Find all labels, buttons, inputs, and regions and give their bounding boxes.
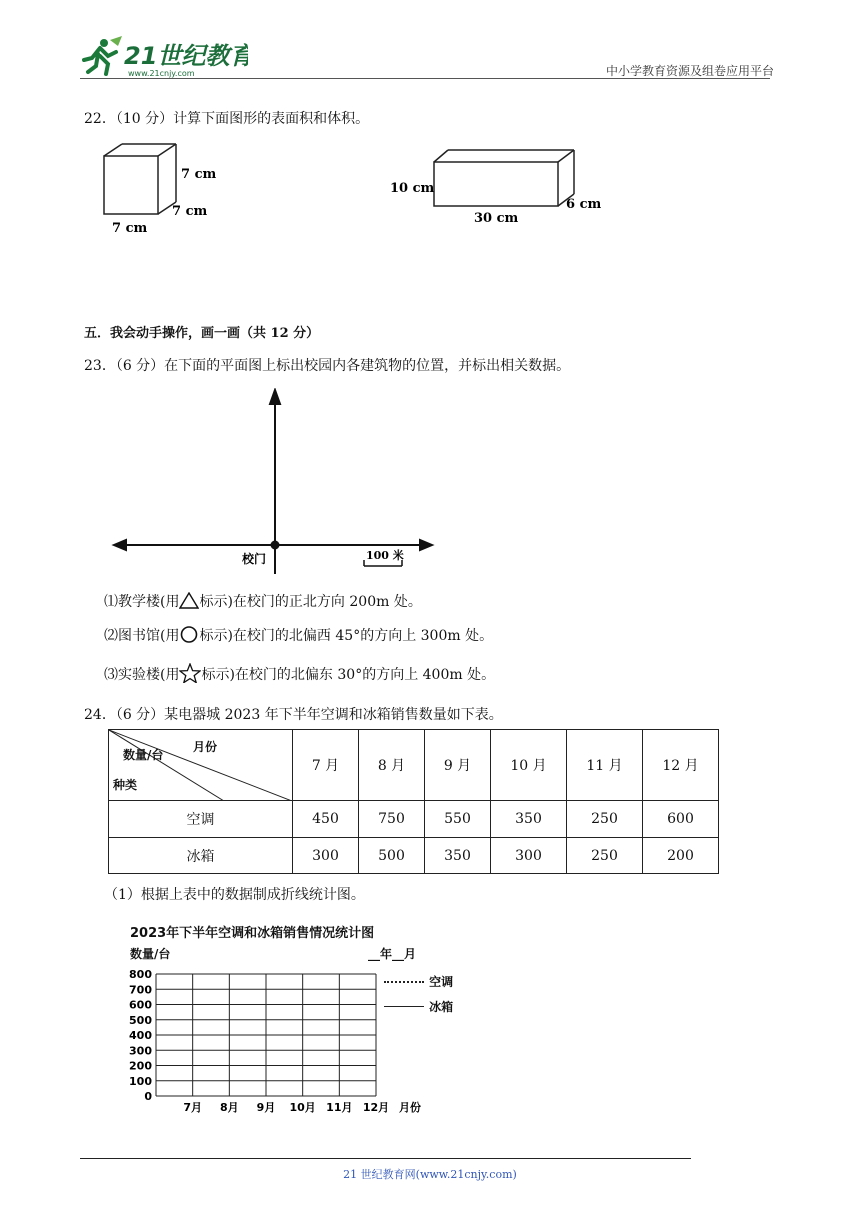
x-axis-label: 月份 <box>399 1101 421 1114</box>
q23-item-2 <box>104 625 493 647</box>
q24-prompt: 24．（6 分）某电器城 2023 年下半年空调和冰箱销售数量如下表。 <box>84 707 503 723</box>
table-cell: 750 <box>359 801 425 838</box>
q23-item-3 <box>104 663 495 687</box>
corner-bottom-label: 种类 <box>113 778 138 792</box>
q23-item-2-post: 标示)在校门的北偏西 45°的方向上 300m 处。 <box>199 628 494 644</box>
logo-text: 21世纪教育 <box>124 42 248 70</box>
circle-icon <box>179 626 199 647</box>
chart-ylabel: 数量/台 <box>130 947 171 961</box>
y-tick-label: 200 <box>129 1059 152 1073</box>
compass-plan <box>110 388 440 580</box>
scale-label: 100 米 <box>366 549 404 562</box>
month-header: 8 月 <box>359 730 425 801</box>
corner-top-label: 月份 <box>193 740 218 754</box>
cube-depth-label: 7 cm <box>172 204 208 219</box>
origin-label: 校门 <box>242 552 267 566</box>
cuboid-figure <box>388 144 608 230</box>
section-title: 五．我会动手操作，画一画（共 12 分） <box>84 326 320 341</box>
footer-divider <box>80 1158 691 1159</box>
y-tick-label: 700 <box>129 983 152 997</box>
legend-fridge-label: 冰箱 <box>429 1000 454 1014</box>
x-tick-label: 11月 <box>326 1101 353 1114</box>
q22-prompt: 22．（10 分）计算下面图形的表面积和体积。 <box>84 111 370 127</box>
y-tick-label: 300 <box>129 1044 152 1058</box>
cube-width-label: 7 cm <box>112 221 148 236</box>
cube-figure <box>96 138 236 242</box>
table-cell: 500 <box>359 838 425 874</box>
month-header: 7 月 <box>293 730 359 801</box>
corner-mid-label: 数量/台 <box>123 748 164 762</box>
table-cell: 250 <box>567 801 643 838</box>
sales-table <box>108 729 719 874</box>
row-label: 空调 <box>109 801 293 838</box>
q23-item-1-post: 标示)在校门的正北方向 200m 处。 <box>199 594 422 610</box>
q23-item-1-pre: ⑴教学楼(用 <box>104 594 180 610</box>
cuboid-height-label: 10 cm <box>390 181 435 196</box>
chart-grid <box>120 964 440 1120</box>
q23-item-2-pre: ⑵图书馆(用 <box>104 628 180 644</box>
month-header: 10 月 <box>491 730 567 801</box>
table-cell: 250 <box>567 838 643 874</box>
month-header: 9 月 <box>425 730 491 801</box>
table-cell: 300 <box>491 838 567 874</box>
q24-sub1: （1）根据上表中的数据制成折线统计图。 <box>104 887 365 903</box>
y-tick-label: 600 <box>129 998 152 1012</box>
q23-item-3-post: 标示)在校门的北偏东 30°的方向上 400m 处。 <box>201 667 496 683</box>
month-header: 12 月 <box>643 730 719 801</box>
row-label: 冰箱 <box>109 838 293 874</box>
y-tick-label: 0 <box>144 1090 152 1103</box>
x-tick-label: 9月 <box>256 1101 276 1114</box>
table-cell: 350 <box>425 838 491 874</box>
y-tick-label: 400 <box>129 1029 152 1042</box>
month-header: 11 月 <box>567 730 643 801</box>
cuboid-depth-label: 6 cm <box>566 197 602 212</box>
table-cell: 600 <box>643 801 719 838</box>
logo <box>78 34 248 78</box>
x-tick-label: 8月 <box>220 1101 239 1114</box>
footer-text: 21 世纪教育网(www.21cnjy.com) <box>343 1168 517 1181</box>
header-divider <box>80 78 770 79</box>
table-row <box>109 838 719 874</box>
triangle-icon <box>179 592 199 613</box>
legend-ac-label: 空调 <box>429 975 454 989</box>
table-cell: 550 <box>425 801 491 838</box>
q23-item-3-pre: ⑶实验楼(用 <box>104 667 180 683</box>
cube-height-label: 7 cm <box>181 167 217 182</box>
table-cell: 450 <box>293 801 359 838</box>
cuboid-length-label: 30 cm <box>474 211 519 226</box>
q23-item-1 <box>104 591 422 613</box>
y-tick-label: 800 <box>129 968 152 981</box>
chart-date-line: __年__月 <box>368 947 417 961</box>
table-cell: 350 <box>491 801 567 838</box>
chart-title: 2023年下半年空调和冰箱销售情况统计图 <box>130 926 375 941</box>
y-tick-label: 500 <box>129 1013 152 1027</box>
x-tick-label: 10月 <box>289 1101 316 1114</box>
q23-prompt: 23．（6 分）在下面的平面图上标出校园内各建筑物的位置，并标出相关数据。 <box>84 358 571 374</box>
table-row <box>109 801 719 838</box>
y-tick-label: 100 <box>129 1074 152 1088</box>
logo-url: www.21cnjy.com <box>128 69 195 78</box>
x-tick-label: 7月 <box>183 1101 202 1114</box>
star-icon <box>179 663 201 687</box>
table-cell: 300 <box>293 838 359 874</box>
table-cell: 200 <box>643 838 719 874</box>
x-tick-label: 12月 <box>362 1101 390 1114</box>
table-corner-cell <box>109 730 293 801</box>
platform-name: 中小学教育资源及组卷应用平台 <box>605 64 774 78</box>
